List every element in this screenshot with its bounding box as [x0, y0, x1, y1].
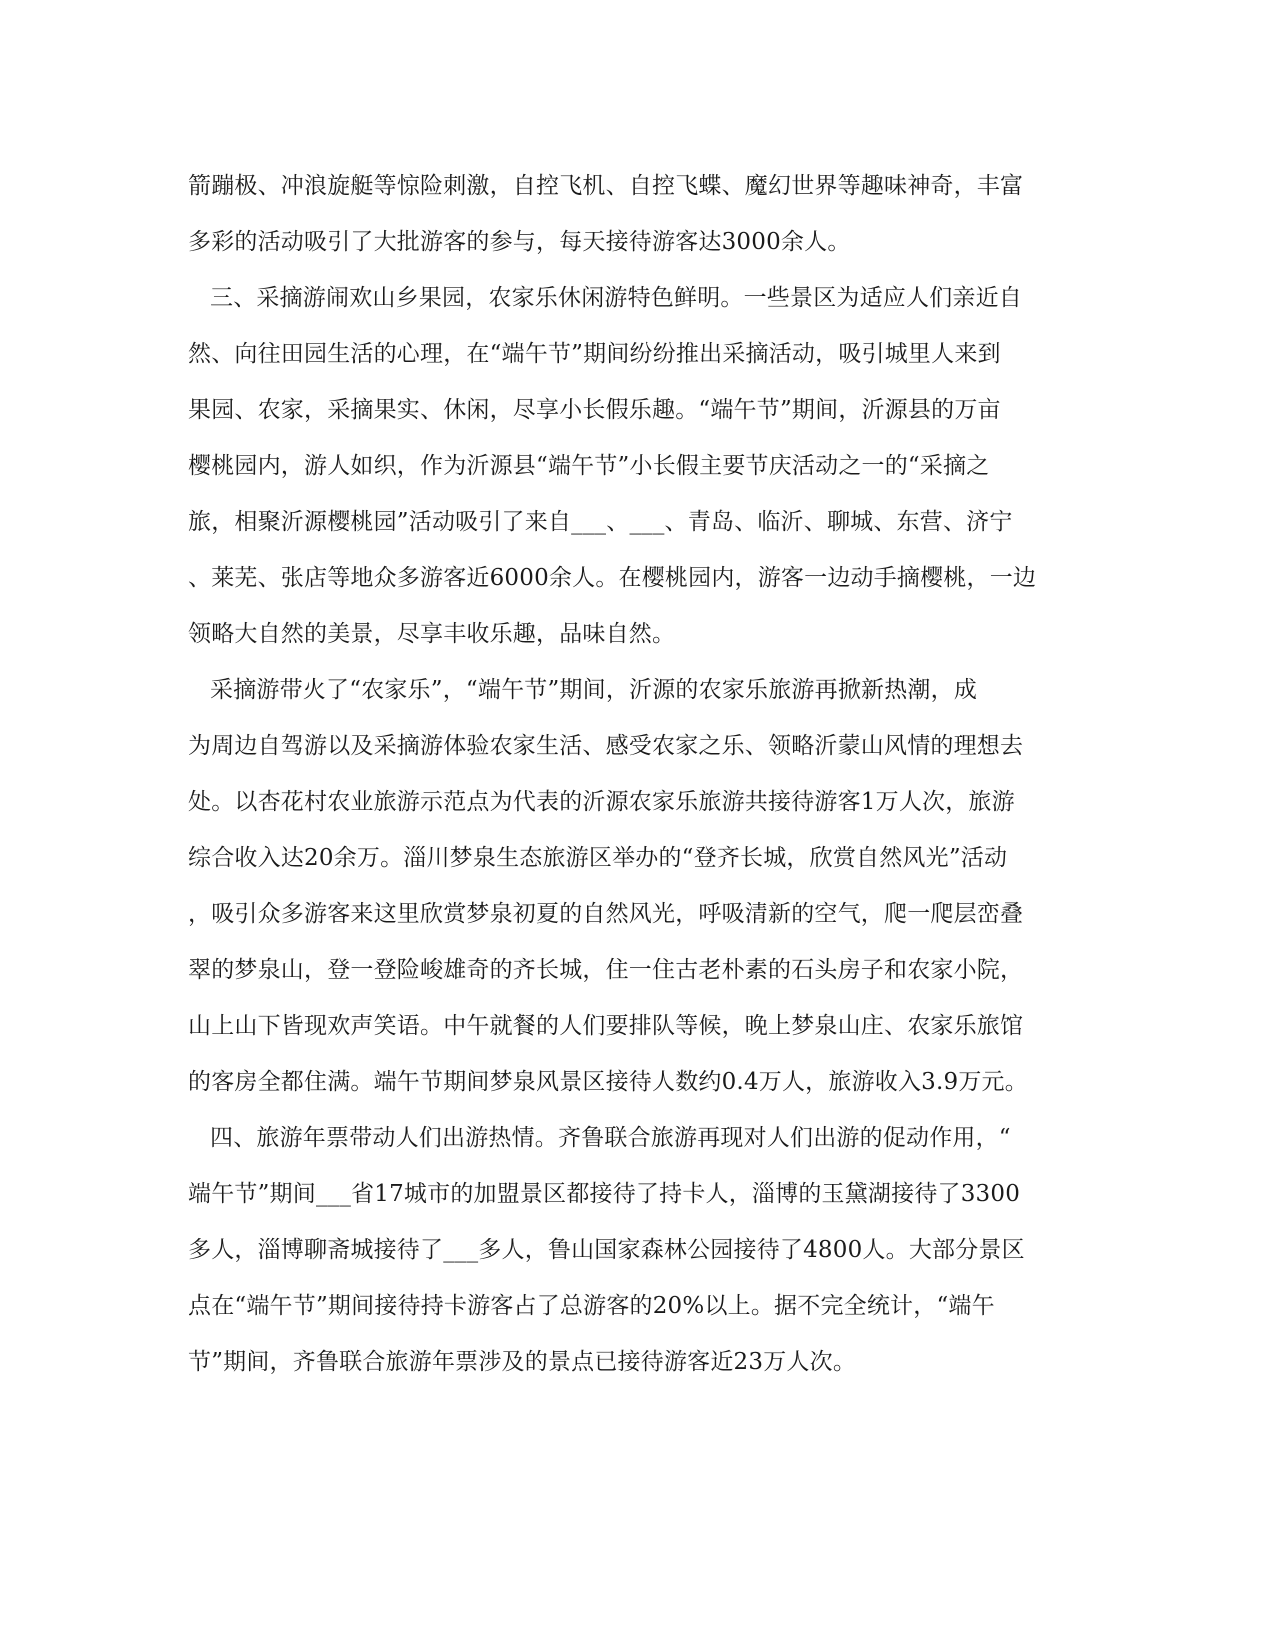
text-line: 综合收入达20余万。淄川梦泉生态旅游区举办的“登齐长城，欣赏自然风光”活动: [188, 845, 1008, 871]
section-3-heading-line: 三、采摘游闹欢山乡果园，农家乐休闲游特色鲜明。一些景区为适应人们亲近自: [210, 285, 1022, 311]
text-line: 领略大自然的美景，尽享丰收乐趣，品味自然。: [188, 621, 676, 647]
text-line: 端午节”期间___省17城市的加盟景区都接待了持卡人，淄博的玉黛湖接待了3300: [188, 1181, 1021, 1207]
text-line: 多彩的活动吸引了大批游客的参与，每天接待游客达3000余人。: [188, 229, 851, 255]
text-line: 翠的梦泉山，登一登险峻雄奇的齐长城，住一住古老朴素的石头房子和农家小院，: [188, 957, 1024, 983]
text-line: 然、向往田园生活的心理，在“端午节”期间纷纷推出采摘活动，吸引城里人来到: [188, 341, 1001, 367]
text-line: ，吸引众多游客来这里欣赏梦泉初夏的自然风光，呼吸清新的空气，爬一爬层峦叠: [188, 901, 1024, 927]
text-line: 樱桃园内，游人如织，作为沂源县“端午节”小长假主要节庆活动之一的“采摘之: [188, 453, 990, 479]
text-line: 山上山下皆现欢声笑语。中午就餐的人们要排队等候，晚上梦泉山庄、农家乐旅馆: [188, 1013, 1024, 1039]
text-line: 果园、农家，采摘果实、休闲，尽享小长假乐趣。“端午节”期间，沂源县的万亩: [188, 397, 1001, 423]
text-line: 箭蹦极、冲浪旋艇等惊险刺激，自控飞机、自控飞蝶、魔幻世界等趣味神奇，丰富: [188, 173, 1024, 199]
text-line: 节”期间，齐鲁联合旅游年票涉及的景点已接待游客近23万人次。: [188, 1349, 857, 1375]
text-line: 多人，淄博聊斋城接待了___多人，鲁山国家森林公园接待了4800人。大部分景区: [188, 1237, 1025, 1263]
text-line: 为周边自驾游以及采摘游体验农家生活、感受农家之乐、领略沂蒙山风情的理想去: [188, 733, 1024, 759]
text-line: 、莱芜、张店等地众多游客近6000余人。在樱桃园内，游客一边动手摘樱桃，一边: [188, 565, 1037, 591]
text-line: 点在“端午节”期间接待持卡游客占了总游客的20%以上。据不完全统计，“端午: [188, 1293, 995, 1319]
text-line: 处。以杏花村农业旅游示范点为代表的沂源农家乐旅游共接待游客1万人次，旅游: [188, 789, 1015, 815]
section-4-heading-line: 四、旅游年票带动人们出游热情。齐鲁联合旅游再现对人们出游的促动作用，“: [210, 1125, 1011, 1151]
paragraph-start-line: 采摘游带火了“农家乐”，“端午节”期间，沂源的农家乐旅游再掀新热潮，成: [210, 677, 978, 703]
text-line: 的客房全都住满。端午节期间梦泉风景区接待人数约0.4万人，旅游收入3.9万元。: [188, 1069, 1028, 1095]
text-line: 旅，相聚沂源樱桃园”活动吸引了来自___、___、青岛、临沂、聊城、东营、济宁: [188, 509, 1013, 535]
